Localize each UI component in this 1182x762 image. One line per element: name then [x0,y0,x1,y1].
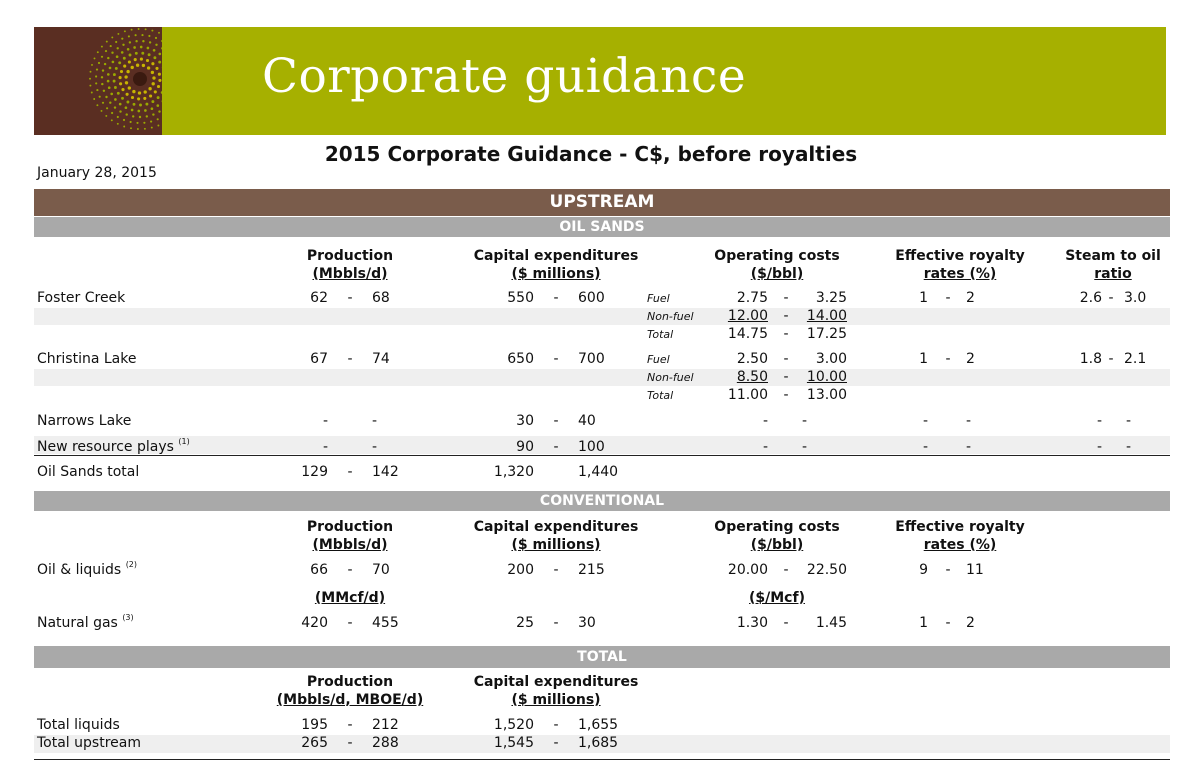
ostotal-capex-low: 1,320 [493,464,534,480]
row-label-foster-creek: Foster Creek [37,290,126,306]
section-total: TOTAL [34,646,1170,668]
row-label-oil-liquids [37,562,137,578]
tu-capex-high: 1,685 [578,735,619,751]
foster-capex-low: 550 [507,290,534,306]
row-label-christina-lake: Christina Lake [37,351,137,367]
total-header-capex-label: Capital expenditures [473,674,639,690]
header-banner [34,27,1166,135]
tu-capex-low: 1,545 [493,735,534,751]
conv-header-royalty [880,518,1040,554]
newplays-capex-low: 90 [516,439,534,455]
header-opcost-unit: ($/bbl) [750,266,804,282]
ostotal-prod-high: 142 [372,464,399,480]
conv-header-royalty-unit: rates (%) [923,537,997,553]
newplays-steam-low: - [1096,439,1102,455]
tu-prod-low: 265 [301,735,328,751]
narrows-steam-low: - [1096,413,1102,429]
conv-header-capex [466,518,646,554]
narrows-steam-high: - [1126,413,1132,429]
christina-royalty-high: 2 [966,351,975,367]
gas-capex-low: 25 [516,615,534,631]
tl-prod-low: 195 [301,717,328,733]
newplays-prod-high: - [372,439,378,455]
foster-total-low: 14.75 [727,326,768,342]
header-capex [466,247,646,283]
newplays-opcost-high: - [802,439,808,455]
foster-fuel-label: Fuel [647,292,670,305]
foster-royalty-high: 2 [966,290,975,306]
narrows-opcost-high: - [802,413,808,429]
foster-nonfuel-label: Non-fuel [647,310,694,323]
foster-total-label: Total [647,328,674,341]
christina-royalty-dash: - [945,351,951,367]
gas-opcost-high: 1.45 [815,615,847,631]
foster-total-high: 17.25 [806,326,847,342]
oil-capex-high: 215 [578,562,605,578]
oil-royalty-high: 11 [966,562,984,578]
christina-capex-dash: - [553,351,559,367]
total-header-capex [466,673,646,709]
christina-fuel-high: 3.00 [815,351,847,367]
foster-nonfuel-dash: - [783,308,789,324]
christina-prod-low: 67 [310,351,328,367]
oil-prod-dash: - [347,562,353,578]
christina-nonfuel-high: 10.00 [806,369,847,385]
header-steam [1058,247,1168,283]
oil-opcost-dash: - [783,562,789,578]
section-oil-sands: OIL SANDS [34,217,1170,237]
logo-panel [34,27,162,135]
newplays-prod-low: - [322,439,328,455]
header-royalty-label: Effective royalty [895,248,1025,264]
narrows-royalty-high: - [966,413,972,429]
newplays-royalty-high: - [966,439,972,455]
tl-capex-high: 1,655 [578,717,619,733]
oil-royalty-low: 9 [919,562,928,578]
tu-prod-high: 288 [372,735,399,751]
unit-per-mcf: ($/Mcf) [749,590,805,606]
christina-nonfuel-low: 8.50 [736,369,768,385]
row-label-total-upstream: Total upstream [37,735,141,751]
conv-header-production-unit: (Mbbls/d) [312,537,388,553]
oil-liquids-name: Oil & liquids [37,562,122,578]
footnote-ref: (2) [125,560,138,569]
christina-steam-low: 1.8 [1079,351,1102,367]
gas-capex-dash: - [553,615,559,631]
natural-gas-name: Natural gas [37,615,118,631]
foster-fuel-dash: - [783,290,789,306]
gas-royalty-low: 1 [919,615,928,631]
header-production [270,247,430,283]
christina-capex-high: 700 [578,351,605,367]
christina-fuel-label: Fuel [647,353,670,366]
unit-mmcf: (MMcf/d) [314,590,386,606]
christina-capex-low: 650 [507,351,534,367]
divider-bottom [34,759,1170,760]
tl-capex-low: 1,520 [493,717,534,733]
row-label-total-liquids: Total liquids [37,717,120,733]
conv-header-capex-label: Capital expenditures [473,519,639,535]
gas-prod-low: 420 [301,615,328,631]
document-date: January 28, 2015 [37,165,157,181]
header-steam-unit: ratio [1094,266,1132,282]
christina-fuel-low: 2.50 [736,351,768,367]
christina-steam-high: 2.1 [1124,351,1147,367]
foster-royalty-dash: - [945,290,951,306]
header-steam-label: Steam to oil [1065,248,1161,264]
christina-nonfuel-label: Non-fuel [647,371,694,384]
foster-nonfuel-low: 12.00 [727,308,768,324]
header-production-unit: (Mbbls/d) [312,266,388,282]
row-stripe [34,308,1170,325]
total-header-production-label: Production [306,674,394,690]
sunburst-logo-icon [34,27,162,135]
narrows-capex-low: 30 [516,413,534,429]
footnote-ref: (1) [178,437,190,446]
total-header-capex-unit: ($ millions) [511,692,601,708]
section-conventional: CONVENTIONAL [34,491,1170,511]
oil-opcost-low: 20.00 [727,562,768,578]
christina-fuel-dash: - [783,351,789,367]
foster-prod-dash: - [347,290,353,306]
oil-prod-high: 70 [372,562,390,578]
tl-prod-high: 212 [372,717,399,733]
row-label-oil-sands-total: Oil Sands total [37,464,140,480]
christina-prod-high: 74 [372,351,390,367]
tu-capex-dash: - [553,735,559,751]
foster-fuel-high: 3.25 [815,290,847,306]
newplays-capex-high: 100 [578,439,605,455]
newplays-royalty-low: - [922,439,928,455]
row-label-natural-gas [37,615,134,631]
gas-prod-high: 455 [372,615,399,631]
newplays-opcost-low: - [762,439,768,455]
header-opcost-label: Operating costs [714,248,840,264]
ostotal-capex-high: 1,440 [578,464,619,480]
tu-prod-dash: - [347,735,353,751]
oil-capex-low: 200 [507,562,534,578]
conv-header-opcost-label: Operating costs [714,519,840,535]
footnote-ref: (3) [122,613,134,622]
foster-capex-high: 600 [578,290,605,306]
gas-royalty-high: 2 [966,615,975,631]
christina-prod-dash: - [347,351,353,367]
tl-prod-dash: - [347,717,353,733]
row-label-new-resource-plays [37,439,190,455]
header-production-label: Production [306,248,394,264]
foster-prod-high: 68 [372,290,390,306]
gas-opcost-low: 1.30 [736,615,768,631]
conv-header-opcost-unit: ($/bbl) [750,537,804,553]
narrows-royalty-low: - [922,413,928,429]
row-stripe [34,369,1170,386]
conv-header-capex-unit: ($ millions) [511,537,601,553]
newplays-steam-high: - [1126,439,1132,455]
conv-header-royalty-label: Effective royalty [895,519,1025,535]
christina-total-low: 11.00 [727,387,768,403]
gas-prod-dash: - [347,615,353,631]
foster-fuel-low: 2.75 [736,290,768,306]
christina-steam-dash: - [1108,351,1114,367]
foster-royalty-low: 1 [919,290,928,306]
christina-royalty-low: 1 [919,351,928,367]
conv-header-opcost [697,518,857,554]
header-royalty-unit: rates (%) [923,266,997,282]
document-title: 2015 Corporate Guidance - C$, before royalties [324,142,858,166]
oil-royalty-dash: - [945,562,951,578]
section-upstream: UPSTREAM [34,189,1170,216]
new-plays-name: New resource plays [37,439,174,455]
header-capex-label: Capital expenditures [473,248,639,264]
gas-royalty-dash: - [945,615,951,631]
header-capex-unit: ($ millions) [511,266,601,282]
newplays-capex-dash: - [553,439,559,455]
foster-nonfuel-high: 14.00 [806,308,847,324]
conv-header-production-label: Production [306,519,394,535]
header-opcost [697,247,857,283]
christina-total-label: Total [647,389,674,402]
oil-capex-dash: - [553,562,559,578]
gas-opcost-dash: - [783,615,789,631]
narrows-opcost-low: - [762,413,768,429]
christina-total-high: 13.00 [806,387,847,403]
conv-header-production [270,518,430,554]
gas-capex-high: 30 [578,615,596,631]
banner-title: Corporate guidance [262,49,747,104]
christina-nonfuel-dash: - [783,369,789,385]
narrows-prod-high: - [372,413,378,429]
divider [34,455,1170,456]
narrows-capex-dash: - [553,413,559,429]
total-header-production [260,673,440,709]
christina-total-dash: - [783,387,789,403]
narrows-capex-high: 40 [578,413,596,429]
oil-prod-low: 66 [310,562,328,578]
ostotal-prod-low: 129 [301,464,328,480]
foster-steam-high: 3.0 [1124,290,1147,306]
foster-capex-dash: - [553,290,559,306]
foster-steam-low: 2.6 [1079,290,1102,306]
oil-opcost-high: 22.50 [806,562,847,578]
tl-capex-dash: - [553,717,559,733]
foster-prod-low: 62 [310,290,328,306]
row-label-narrows-lake: Narrows Lake [37,413,132,429]
header-royalty [880,247,1040,283]
foster-total-dash: - [783,326,789,342]
ostotal-prod-dash: - [347,464,353,480]
narrows-prod-low: - [322,413,328,429]
foster-steam-dash: - [1108,290,1114,306]
total-header-production-unit: (Mbbls/d, MBOE/d) [276,692,424,708]
